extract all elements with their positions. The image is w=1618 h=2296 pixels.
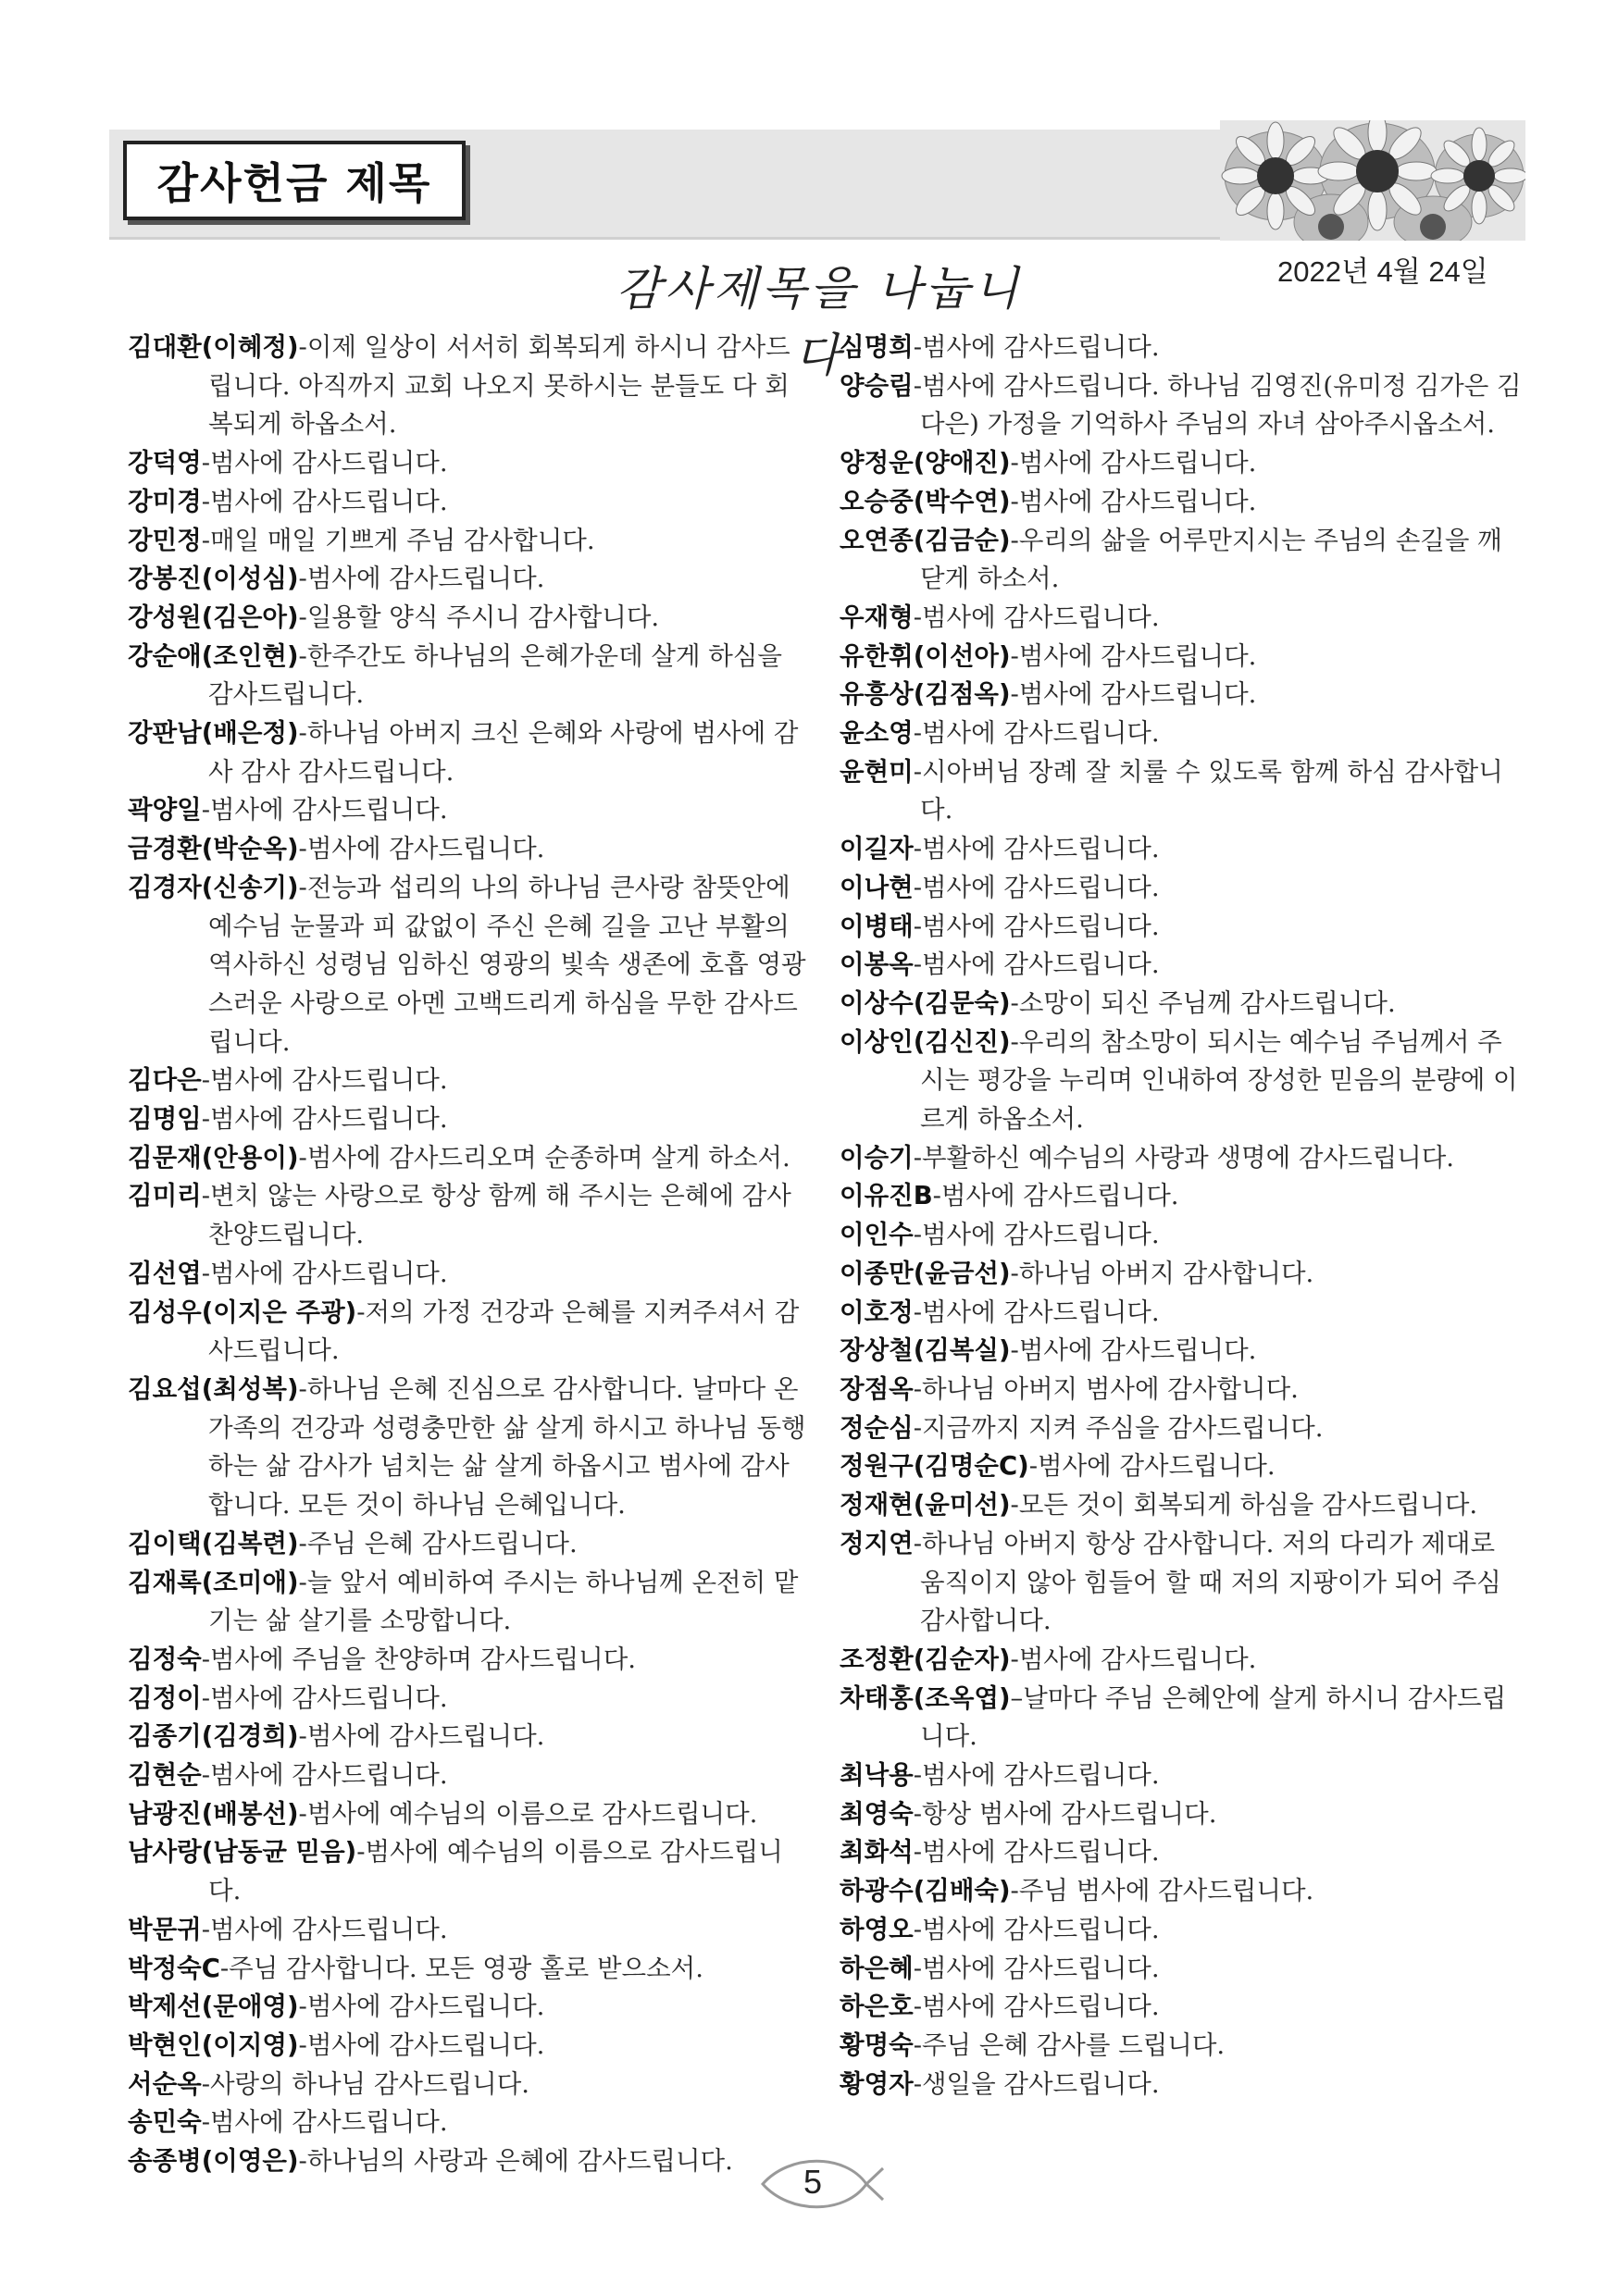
thanks-text: -저의 가정 건강과 은혜를 지켜주셔서 감사드립니다. — [208, 1297, 800, 1366]
thanks-entry — [840, 1833, 1525, 1872]
thanks-text: -범사에 감사드립니다. — [1010, 640, 1257, 671]
thanks-text: -범사에 감사드립니다. — [201, 1682, 448, 1713]
thanks-entry — [840, 1950, 1525, 1989]
thanks-text: -범사에 감사드립니다. — [201, 795, 448, 825]
thanks-text: -우리의 참소망이 되시는 예수님 주님께서 주시는 평강을 누리며 인내하여 장성한 믿음의 분량에 이르게 하옵소서. — [920, 1026, 1518, 1135]
thanks-entry — [840, 444, 1525, 483]
donor-name: 금경환(박순옥) — [128, 834, 299, 864]
donor-name: 우재형 — [840, 602, 914, 632]
thanks-entry — [128, 1680, 808, 1719]
thanks-text: -범사에 감사드립니다. — [913, 1953, 1160, 1983]
thanks-text: -주님 감사합니다. 모든 영광 홀로 받으소서. — [219, 1953, 703, 1983]
donor-name: 최낙용 — [840, 1760, 914, 1791]
thanks-text: -부활하신 예수님의 사랑과 생명에 감사드립니다. — [913, 1142, 1455, 1173]
donor-name: 최영숙 — [840, 1798, 914, 1829]
thanks-entry — [840, 1641, 1525, 1680]
donor-name: 강판남(배은정) — [128, 718, 299, 749]
donor-name: 김이택(김복련) — [128, 1528, 299, 1558]
thanks-text: -하나님 아버지 범사에 감사합니다. — [913, 1373, 1299, 1404]
donor-name: 김현순 — [128, 1760, 202, 1791]
thanks-text: -하나님 은혜 진심으로 감사합니다. 날마다 온 가족의 건강과 성령충만한 삶 살게 하시고 하나님 동행하는 삶 감사가 넘치는 삶 살게 하옵시고 범사에 감사합니다. 모든 것이 하나님 은혜입니다. — [208, 1373, 806, 1520]
donor-name: 조정환(김순자) — [840, 1644, 1011, 1674]
thanks-text: -한주간도 하나님의 은혜가운데 살게 하심을 감사드립니다. — [208, 640, 782, 710]
donor-name: 이호정 — [840, 1297, 914, 1327]
thanks-text: -범사에 감사드립니다. — [913, 1837, 1160, 1868]
donor-name: 김미리 — [128, 1181, 202, 1211]
donor-name: 김선엽 — [128, 1258, 202, 1288]
donor-name: 강성원(김은아) — [128, 602, 299, 632]
thanks-text: -범사에 감사드립니다. — [913, 602, 1160, 632]
donor-name: 양정운(양애진) — [840, 448, 1011, 478]
thanks-entry — [840, 1680, 1525, 1756]
thanks-text: -사랑의 하나님 감사드립니다. — [201, 2068, 529, 2099]
thanks-text: -범사에 감사드립니다. — [913, 1220, 1160, 1250]
thanks-entry — [128, 1756, 808, 1795]
sunflower-bouquet-icon — [1220, 120, 1525, 241]
donor-name: 정원구(김명순C) — [840, 1451, 1029, 1482]
thanks-entry — [840, 908, 1525, 947]
thanks-entry — [128, 599, 808, 638]
thanks-entry — [840, 483, 1525, 522]
thanks-text: -매일 매일 기쁘게 주님 감사합니다. — [201, 525, 595, 555]
thanks-text: -범사에 감사드립니다. — [298, 1992, 545, 2022]
thanks-text: -주님 범사에 감사드립니다. — [1010, 1876, 1314, 1906]
thanks-entry — [840, 753, 1525, 830]
thanks-entry — [128, 869, 808, 1062]
thanks-entry — [128, 1100, 808, 1139]
thanks-entry — [840, 830, 1525, 869]
donor-name: 김성우(이지은 주광) — [128, 1297, 357, 1327]
donor-name: 하은호 — [840, 1992, 914, 2022]
thanks-entry — [840, 599, 1525, 638]
thanks-text: -우리의 삶을 어루만지시는 주님의 손길을 깨닫게 하소서. — [920, 525, 1502, 594]
thanks-text: -범사에 감사드립니다. — [298, 1721, 545, 1752]
thanks-text: -범사에 주님을 찬양하며 감사드립니다. — [201, 1644, 636, 1674]
donor-name: 송종병(이영은) — [128, 2146, 299, 2177]
thanks-entry — [128, 1950, 808, 1989]
thanks-text: -범사에 감사드립니다. — [298, 2029, 545, 2060]
thanks-text: -늘 앞서 예비하여 주시는 하나님께 온전히 맡기는 삶 살기를 소망합니다. — [208, 1567, 799, 1636]
thanks-entry — [840, 1332, 1525, 1371]
thanks-text: -범사에 감사드립니다. 하나님 김영진(유미정 김가은 김다은) 가정을 기억하사 주님의 자녀 삼아주시옵소서. — [913, 370, 1522, 440]
thanks-entry — [840, 1988, 1525, 2027]
donor-name: 김요섭(최성복) — [128, 1373, 299, 1404]
donor-name: 오승중(박수연) — [840, 486, 1011, 516]
donor-name: 김경자(신송기) — [128, 872, 299, 902]
thanks-entry — [840, 1139, 1525, 1178]
thanks-entry — [128, 830, 808, 869]
thanks-entry — [840, 367, 1525, 444]
thanks-text: -시아버님 장례 잘 치룰 수 있도록 함께 하심 감사합니다. — [913, 756, 1503, 825]
donor-name: 이봉옥 — [840, 949, 914, 980]
donor-name: 윤소영 — [840, 718, 914, 749]
thanks-text: -범사에 감사드립니다. — [913, 872, 1160, 902]
donor-name: 양승림 — [840, 370, 914, 401]
donor-name: 심명희 — [840, 332, 914, 362]
thanks-text: -범사에 감사드립니다. — [1010, 486, 1257, 516]
thanks-entry — [840, 1255, 1525, 1294]
thanks-entry — [840, 1756, 1525, 1795]
thanks-text: -하나님 아버지 항상 감사합니다. 저의 다리가 제대로 움직이지 않아 힘들어 할 때 저의 지팡이가 되어 주심 감사합니다. — [913, 1528, 1501, 1636]
thanks-entry — [840, 1177, 1525, 1216]
thanks-text: -범사에 감사드립니다. — [913, 1914, 1160, 1944]
donor-name: 이승기 — [840, 1142, 914, 1173]
thanks-entry — [128, 329, 808, 444]
thanks-entry — [128, 560, 808, 599]
thanks-text: -범사에 감사드립니다. — [201, 2107, 448, 2138]
thanks-text: -범사에 감사드립니다. — [913, 834, 1160, 864]
donor-name: 하영오 — [840, 1914, 914, 1944]
thanks-entry — [128, 1564, 808, 1641]
thanks-entry — [128, 1061, 808, 1100]
bulletin-date: 2022년 4월 24일 — [1277, 255, 1488, 288]
page-number: 5 — [803, 2163, 823, 2201]
donor-name: 강덕영 — [128, 448, 202, 478]
thanks-entry — [128, 1795, 808, 1834]
donor-name: 정순심 — [840, 1412, 914, 1443]
thanks-text: -모든 것이 회복되게 하심을 감사드립니다. — [1010, 1490, 1478, 1520]
thanks-text: -범사에 감사드립니다. — [1010, 1644, 1257, 1674]
thanks-entry — [128, 483, 808, 522]
thanks-text: -항상 범사에 감사드립니다. — [913, 1798, 1217, 1829]
thanks-text: -하나님 아버지 크신 은혜와 사랑에 범사에 감사 감사 감사드립니다. — [208, 718, 799, 787]
donor-name: 송민숙 — [128, 2107, 202, 2138]
right-column — [840, 329, 1525, 2104]
thanks-entry — [840, 522, 1525, 599]
donor-name: 박현인(이지영) — [128, 2029, 299, 2060]
thanks-text: -범사에 감사드립니다. — [201, 1104, 448, 1135]
thanks-text: -범사에 감사드리오며 순종하며 살게 하소서. — [298, 1142, 790, 1173]
thanks-entry — [840, 985, 1525, 1024]
donor-name: 남사랑(남동균 믿음) — [128, 1837, 357, 1868]
donor-name: 강미경 — [128, 486, 202, 516]
donor-name: 이나현 — [840, 872, 914, 902]
thanks-text: -범사에 감사드립니다. — [201, 486, 448, 516]
donor-name: 김정숙 — [128, 1644, 202, 1674]
thanks-entry — [840, 329, 1525, 367]
thanks-text: -범사에 감사드립니다. — [201, 448, 448, 478]
donor-name: 이인수 — [840, 1220, 914, 1250]
thanks-text: -범사에 감사드립니다. — [1010, 448, 1257, 478]
thanks-entry — [128, 2066, 808, 2104]
thanks-entry — [840, 1024, 1525, 1139]
thanks-text: -범사에 감사드립니다. — [913, 1297, 1160, 1327]
thanks-entry — [128, 1294, 808, 1371]
donor-name: 오연종(김금순) — [840, 525, 1011, 555]
thanks-entry — [840, 1371, 1525, 1409]
thanks-text: -변치 않는 사랑으로 항상 함께 해 주시는 은혜에 감사 찬양드립니다. — [201, 1181, 791, 1250]
donor-name: 김명임 — [128, 1104, 202, 1135]
donor-name: 이길자 — [840, 834, 914, 864]
thanks-entry — [840, 1447, 1525, 1486]
thanks-text: -하나님의 사랑과 은혜에 감사드립니다. — [298, 2146, 733, 2177]
donor-name: 차태홍(조옥엽) — [840, 1682, 1011, 1713]
thanks-text: -범사에 감사드립니다. — [913, 718, 1160, 749]
donor-name: 유흥상(김점옥) — [840, 679, 1011, 710]
script-title: 감사제목을 나눕니다 — [616, 262, 1023, 382]
thanks-entry — [128, 1139, 808, 1178]
thanks-text: -이제 일상이 서서히 회복되게 하시니 감사드립니다. 아직까지 교회 나오지 못하시는 분들도 다 회복되게 하옵소서. — [208, 332, 790, 440]
donor-name: 이병태 — [840, 911, 914, 941]
donor-name: 하광수(김배숙) — [840, 1876, 1011, 1906]
donor-name: 강봉진(이성심) — [128, 564, 299, 594]
donor-name: 이상인(김신진) — [840, 1026, 1011, 1057]
thanks-text: -범사에 감사드립니다. — [913, 1760, 1160, 1791]
thanks-text: -범사에 감사드립니다. — [201, 1065, 448, 1096]
thanks-entry — [128, 1718, 808, 1756]
donor-name: 김문재(안용이) — [128, 1142, 299, 1173]
donor-name: 강순애(조인현) — [128, 640, 299, 671]
thanks-text: -전능과 섭리의 나의 하나님 큰사랑 참뜻안에 예수님 눈물과 피 값없이 주신 은혜 길을 고난 부활의 역사하신 성령님 임하신 영광의 빛속 생존에 호흡 영광스러운 사랑으로 아멘 고백드리게 하심을 무한 감사드립니다. — [208, 872, 806, 1057]
thanks-entry — [128, 1988, 808, 2027]
donor-name: 김대환(이혜정) — [128, 332, 299, 362]
thanks-text: -소망이 되신 주님께 감사드립니다. — [1010, 987, 1396, 1018]
thanks-entry — [128, 1641, 808, 1680]
donor-name: 박제선(문애영) — [128, 1992, 299, 2022]
donor-name: 하은혜 — [840, 1953, 914, 1983]
donor-name: 강민정 — [128, 525, 202, 555]
donor-name: 김정이 — [128, 1682, 202, 1713]
donor-name: 김종기(김경희) — [128, 1721, 299, 1752]
thanks-text: -범사에 감사드립니다. — [201, 1258, 448, 1288]
thanks-entry — [840, 1525, 1525, 1641]
thanks-text: -범사에 감사드립니다. — [932, 1181, 1179, 1211]
thanks-entry — [840, 1911, 1525, 1950]
thanks-entry — [840, 676, 1525, 714]
thanks-entry — [128, 2027, 808, 2066]
donor-name: 유한휘(이선아) — [840, 640, 1011, 671]
thanks-entry — [128, 1255, 808, 1294]
thanks-text: –날마다 주님 은혜안에 살게 하시니 감사드립니다. — [920, 1682, 1507, 1752]
thanks-text: -범사에 감사드립니다. — [298, 834, 545, 864]
thanks-entry — [128, 1911, 808, 1950]
thanks-entry — [840, 2066, 1525, 2104]
thanks-entry — [128, 1833, 808, 1910]
section-title: 감사헌금 제목 — [156, 158, 432, 208]
donor-name: 윤현미 — [840, 756, 914, 787]
thanks-entry — [840, 1872, 1525, 1911]
thanks-entry — [128, 1371, 808, 1525]
thanks-text: -범사에 감사드립니다. — [1010, 1335, 1257, 1366]
thanks-entry — [840, 946, 1525, 985]
thanks-text: -범사에 감사드립니다. — [913, 332, 1160, 362]
donor-name: 이유진B — [840, 1181, 933, 1211]
thanks-entry — [840, 1486, 1525, 1525]
thanks-entry — [840, 714, 1525, 753]
donor-name: 김다은 — [128, 1065, 202, 1096]
thanks-text: -범사에 감사드립니다. — [913, 911, 1160, 941]
thanks-text: -범사에 감사드립니다. — [1028, 1451, 1276, 1482]
donor-name: 박문귀 — [128, 1914, 202, 1944]
section-title-box — [123, 141, 466, 220]
thanks-text: -범사에 감사드립니다. — [913, 1992, 1160, 2022]
donor-name: 이상수(김문숙) — [840, 987, 1011, 1018]
left-column — [128, 329, 808, 2181]
donor-name: 남광진(배봉선) — [128, 1798, 299, 1829]
donor-name: 정재현(윤미선) — [840, 1490, 1011, 1520]
donor-name: 장점옥 — [840, 1373, 914, 1404]
thanks-text: -일용할 양식 주시니 감사합니다. — [298, 602, 660, 632]
thanks-entry — [128, 444, 808, 483]
thanks-text: -지금까지 지켜 주심을 감사드립니다. — [913, 1412, 1324, 1443]
thanks-entry — [128, 2104, 808, 2142]
thanks-entry — [840, 1409, 1525, 1448]
thanks-text: -범사에 예수님의 이름으로 감사드립니다. — [298, 1798, 758, 1829]
thanks-text: -범사에 감사드립니다. — [298, 564, 545, 594]
donor-name: 정지연 — [840, 1528, 914, 1558]
donor-name: 이종만(윤금선) — [840, 1258, 1011, 1288]
thanks-entry — [840, 2027, 1525, 2066]
thanks-entry — [128, 791, 808, 830]
thanks-entry — [128, 1525, 808, 1564]
thanks-text: -범사에 감사드립니다. — [1010, 679, 1257, 710]
thanks-entry — [840, 869, 1525, 908]
thanks-entry — [840, 1795, 1525, 1834]
donor-name: 황명숙 — [840, 2029, 914, 2060]
donor-name: 황영자 — [840, 2068, 914, 2099]
thanks-entry — [128, 638, 808, 714]
thanks-entry — [840, 1294, 1525, 1333]
donor-name: 서순옥 — [128, 2068, 202, 2099]
thanks-text: -범사에 감사드립니다. — [201, 1760, 448, 1791]
thanks-text: -주님 은혜 감사드립니다. — [298, 1528, 578, 1558]
thanks-entry — [128, 522, 808, 561]
thanks-text: -하나님 아버지 감사합니다. — [1010, 1258, 1314, 1288]
thanks-text: -범사에 감사드립니다. — [201, 1914, 448, 1944]
donor-name: 박정숙C — [128, 1953, 220, 1983]
thanks-entry — [128, 1177, 808, 1254]
thanks-text: -범사에 감사드립니다. — [913, 949, 1160, 980]
donor-name: 장상철(김복실) — [840, 1335, 1011, 1366]
thanks-text: -주님 은혜 감사를 드립니다. — [913, 2029, 1226, 2060]
thanks-text: -생일을 감사드립니다. — [913, 2068, 1160, 2099]
thanks-entry — [840, 638, 1525, 676]
thanks-entry — [128, 714, 808, 791]
donor-name: 최화석 — [840, 1837, 914, 1868]
thanks-entry — [840, 1216, 1525, 1255]
donor-name: 곽양일 — [128, 795, 202, 825]
thanks-entry — [128, 2142, 808, 2181]
thanks-text: -범사에 예수님의 이름으로 감사드립니다. — [208, 1837, 783, 1906]
donor-name: 김재록(조미애) — [128, 1567, 299, 1597]
